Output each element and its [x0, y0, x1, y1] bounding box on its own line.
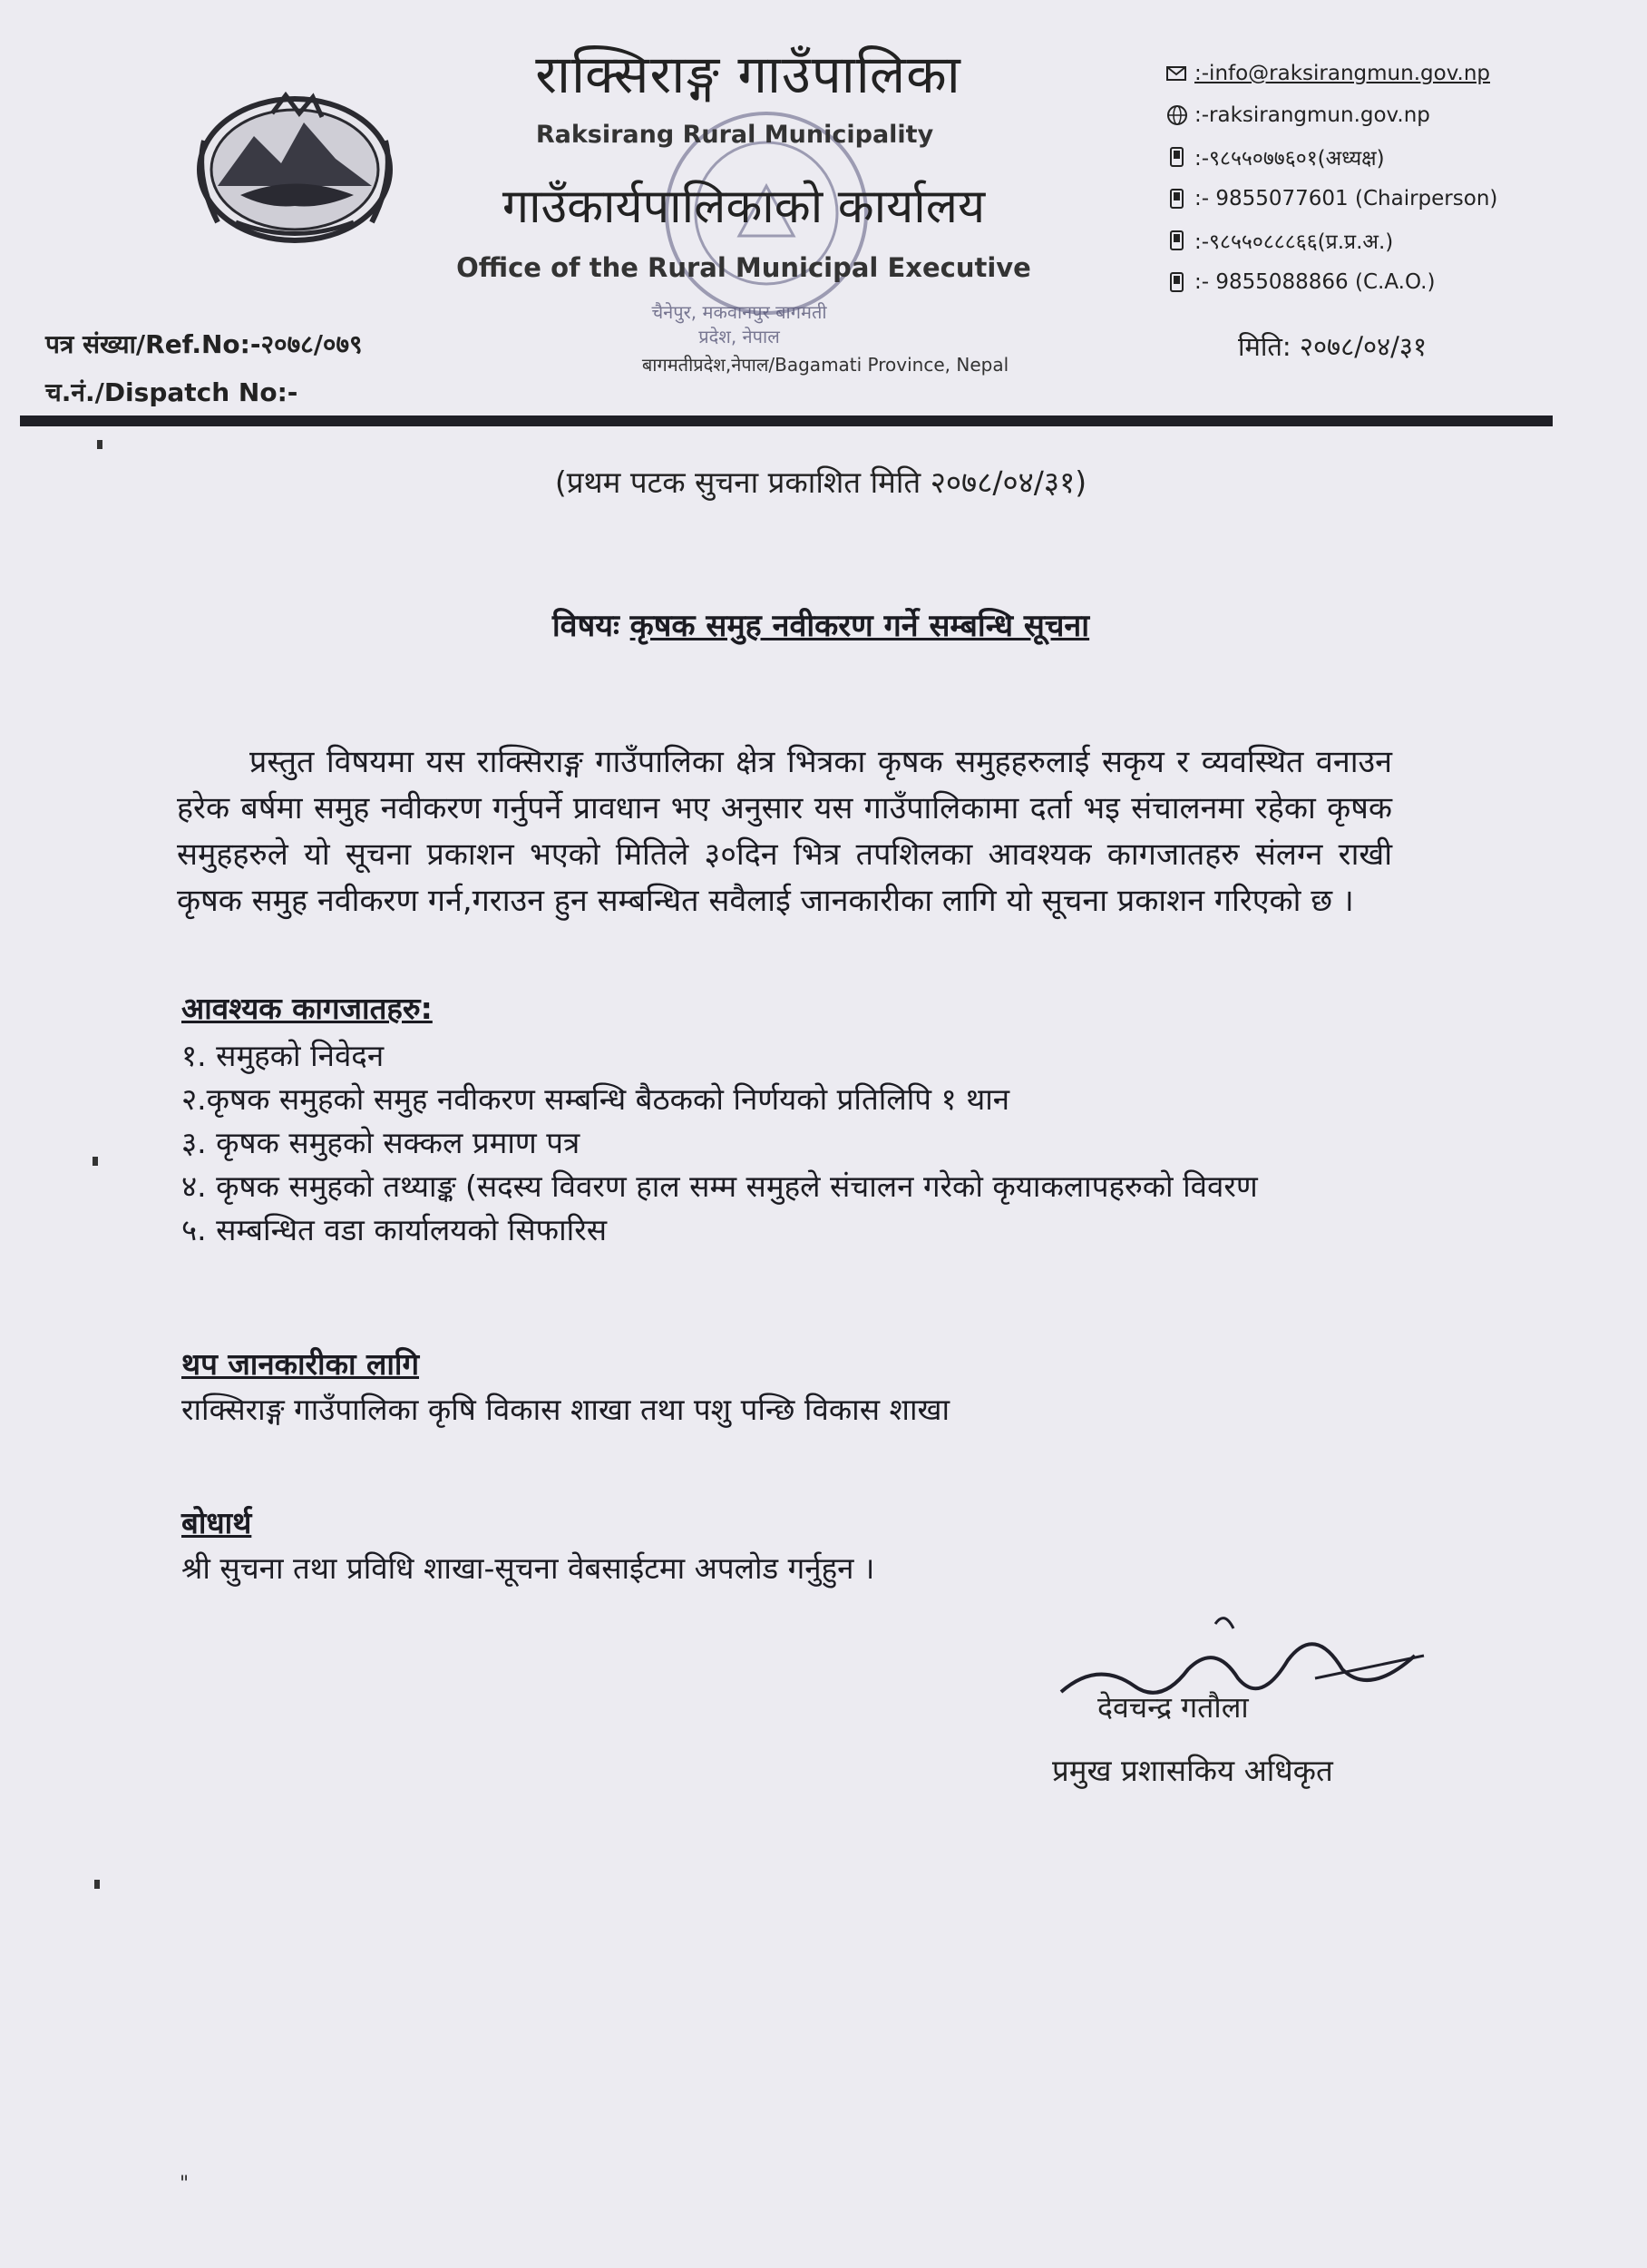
margin-mark — [97, 440, 102, 449]
documents-heading: आवश्यक कागजातहरु: — [181, 991, 433, 1026]
address: बागमतीप्रदेश,नेपाल/Bagamati Province, Nepal — [641, 354, 1009, 376]
contact-phone-2: :- 9855077601 (Chairperson) — [1194, 187, 1498, 210]
list-item: २.कृषक समुहको समुह नवीकरण सम्बन्धि बैठकको निर्णयको प्रतिलिपि १ थान — [181, 1081, 1010, 1117]
documents-list — [181, 1034, 1397, 1252]
phone-icon — [1165, 187, 1189, 210]
phone-icon — [1165, 229, 1189, 252]
publication-date: (प्रथम पटक सुचना प्रकाशित मिति २०७८/०४/३१) — [554, 464, 1087, 500]
office-title-en: Office of the Rural Municipal Executive — [456, 252, 1031, 283]
reference-number: पत्र संख्या/Ref.No:-२०७८/०७९ — [45, 329, 363, 359]
list-item: ३. कृषक समुहको सक्कल प्रमाण पत्र — [181, 1125, 580, 1160]
nepal-emblem-icon — [186, 86, 404, 245]
notice-body: प्रस्तुत विषयमा यस राक्सिराङ्ग गाउँपालिका क्षेत्र भित्रका कृषक समुहहरुलाई सकृय र व्यवस्थित वनाउन हरेक बर्षमा समुह नवीकरण गर्नुपर्ने प्रावधान भए अनुसार यस गाउँपालिकामा दर्ता भइ संचालनमा रहेका कृषक समुहहरुले यो सूचना प्रकाशन भएको मितिले ३०दिन भित्र तपशिलका आवश्यक कागजातहरु संलग्न राखी कृषक समुह नवीकरण गर्न,गराउन हुन सम्बन्धित सवैलाई जानकारीका लागि यो सूचना प्रकाशन गरिएको छ । — [177, 744, 1392, 919]
list-item: ४. कृषक समुहको तथ्याङ्क (सदस्य विवरण हाल सम्म समुहले संचालन गरेको कृयाकलापहरुको विवरण — [181, 1168, 1258, 1204]
contact-website-row — [1165, 94, 1528, 136]
email-icon — [1165, 62, 1189, 85]
contact-email-row — [1165, 53, 1528, 94]
office-title-np: गाउँकार्यपालिकाको कार्यालय — [502, 180, 986, 234]
more-info-heading: थप जानकारीका लागि — [181, 1346, 420, 1382]
letter-date: मिति: २०७८/०४/३१ — [1238, 331, 1428, 362]
contact-phone-3: :-९८५५०८८८६६(प्र.प्र.अ.) — [1194, 230, 1394, 254]
phone-icon — [1165, 145, 1189, 169]
cc-heading: बोधार्थ — [181, 1505, 252, 1540]
contact-email[interactable]: :-info@raksirangmun.gov.np — [1194, 62, 1491, 85]
contact-phone-row — [1165, 178, 1528, 220]
cc-text: श्री सुचना तथा प्रविधि शाखा-सूचना वेबसाईटमा अपलोड गर्नुहुन । — [181, 1550, 875, 1586]
contact-phone-row — [1165, 220, 1528, 261]
contact-phone-4: :- 9855088866 (C.A.O.) — [1194, 270, 1436, 294]
subject-prefix: विषयः — [551, 608, 619, 644]
contact-phone-1: :-९८५५०७७६०१(अध्यक्ष) — [1194, 147, 1385, 171]
contact-phone-row — [1165, 261, 1528, 303]
stamp-text: चैनेपुर, मकवानपुर बागमती प्रदेश, नेपाल — [651, 301, 827, 347]
contact-block — [1165, 53, 1528, 303]
contact-phone-row — [1165, 136, 1528, 178]
more-info-text: राक्सिराङ्ग गाउँपालिका कृषि विकास शाखा तथा पशु पन्छि विकास शाखा — [181, 1392, 950, 1427]
phone-icon — [1165, 270, 1189, 294]
municipality-title-np: राक्सिराङ्ग गाउँपालिका — [535, 44, 961, 105]
globe-icon — [1165, 103, 1189, 127]
signatory-name: देवचन्द्र गतौला — [1097, 1690, 1249, 1725]
footer-mark: " — [180, 2173, 190, 2195]
margin-mark — [93, 1157, 98, 1166]
margin-mark — [94, 1880, 100, 1889]
list-item: ५. सम्बन्धित वडा कार्यालयको सिफारिस — [181, 1212, 608, 1247]
signatory-title: प्रमुख प्रशासकिय अधिकृत — [1052, 1753, 1333, 1788]
subject-text: कृषक समुह नवीकरण गर्ने सम्बन्धि सूचना — [629, 608, 1090, 644]
subject-line — [363, 603, 1279, 645]
header-divider — [20, 415, 1553, 426]
list-item: १. समुहको निवेदन — [181, 1038, 385, 1073]
contact-website[interactable]: :-raksirangmun.gov.np — [1194, 103, 1430, 127]
municipality-title-en: Raksirang Rural Municipality — [535, 121, 934, 149]
dispatch-number: च.नं./Dispatch No:- — [45, 377, 298, 407]
